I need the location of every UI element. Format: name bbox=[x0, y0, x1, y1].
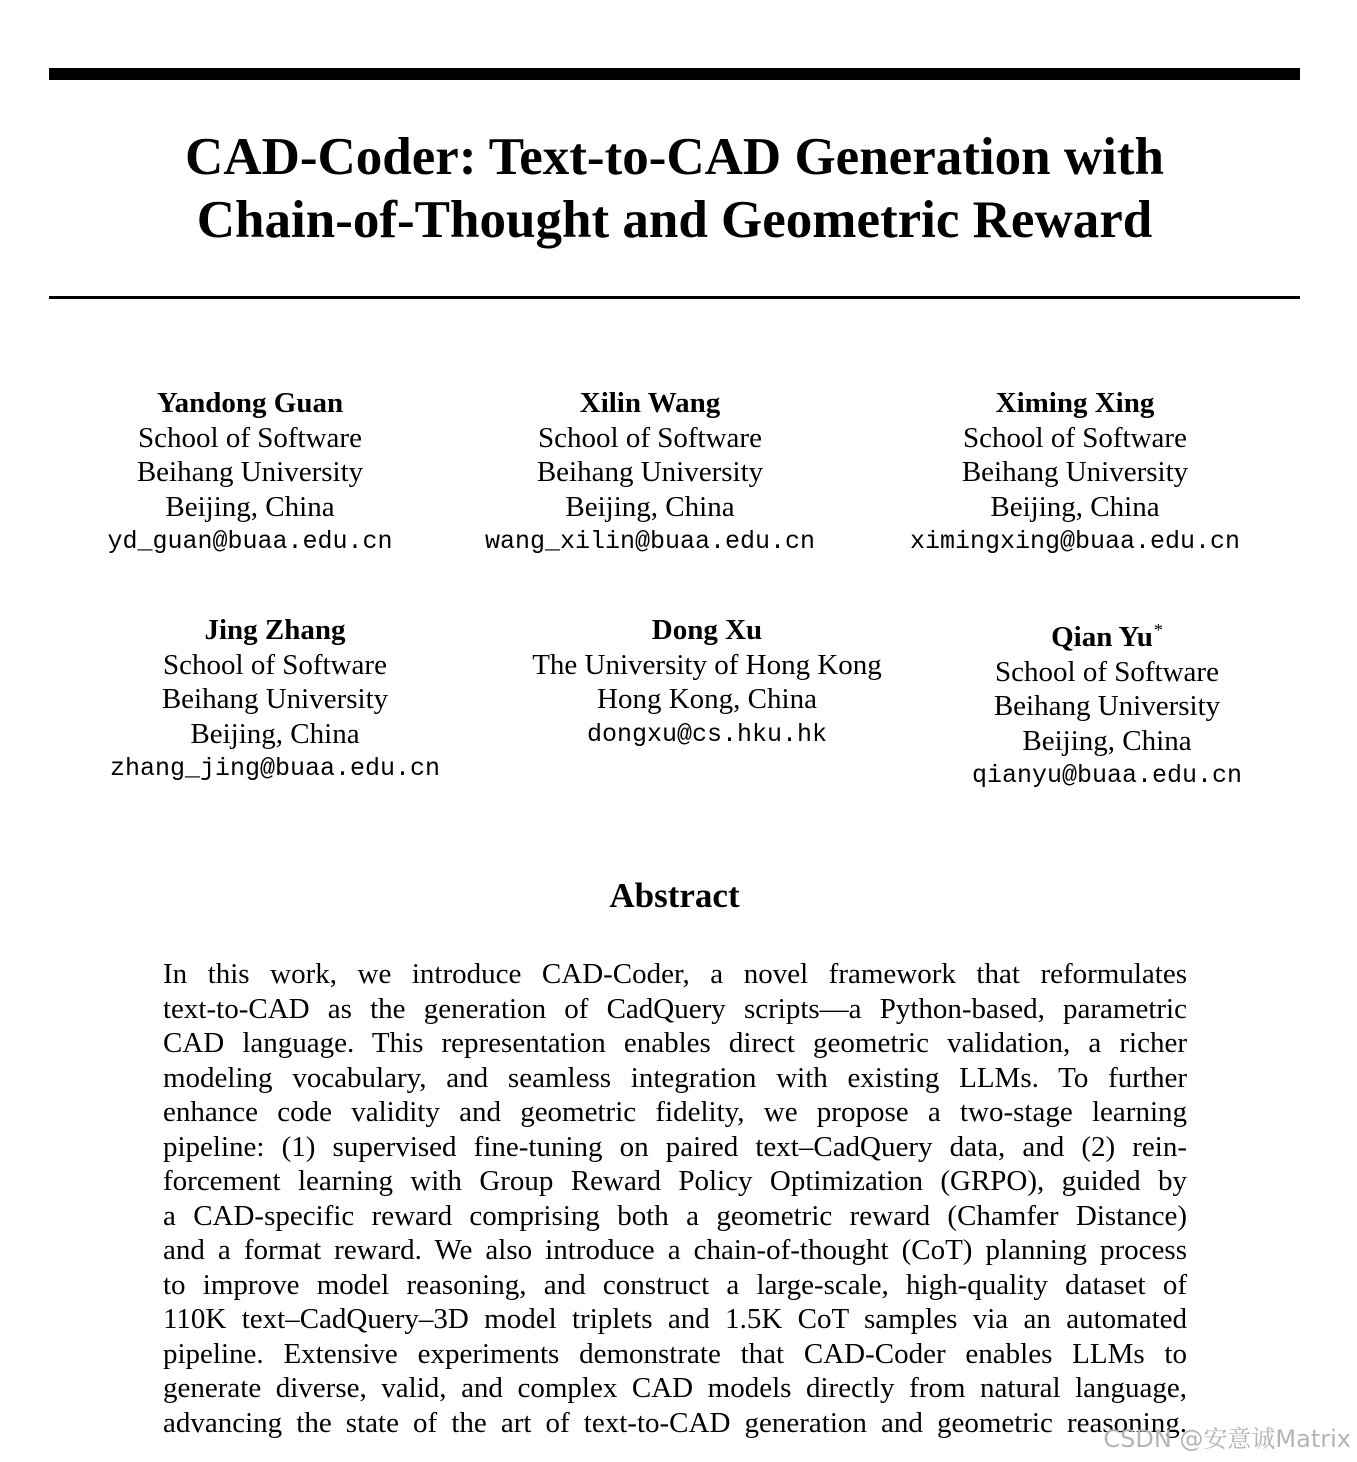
title-line-1: CAD-Coder: Text-to-CAD Generation with bbox=[185, 128, 1164, 186]
author-name bbox=[907, 613, 1307, 655]
author-affiliation: Beihang University bbox=[961, 456, 1189, 488]
abstract-line: text-to-CAD as the generation of CadQuery scripts—a Python-based, parametric bbox=[163, 992, 1187, 1025]
author-department: School of Software bbox=[995, 655, 1219, 688]
abstract-line: modeling vocabulary, and seamless integration with existing LLMs. To further bbox=[163, 1061, 1187, 1094]
abstract-heading: Abstract bbox=[609, 876, 740, 915]
author-block bbox=[50, 386, 450, 559]
author-name: Xilin Wang bbox=[579, 387, 721, 419]
watermark: CSDN @安意诚Matrix bbox=[1103, 1425, 1351, 1453]
author-email: dongxu@cs.hku.hk bbox=[586, 719, 828, 749]
abstract-line: pipeline: (1) supervised fine-tuning on paired text–CadQuery data, and (2) rein- bbox=[163, 1130, 1187, 1163]
author-affiliation: Beihang University bbox=[136, 456, 364, 488]
author-department: School of Software bbox=[538, 421, 762, 454]
bottom-rule bbox=[49, 296, 1300, 299]
title-line-2: Chain-of-Thought and Geometric Reward bbox=[196, 191, 1153, 249]
abstract-line: In this work, we introduce CAD-Coder, a novel framework that reformulates bbox=[163, 958, 1187, 990]
author-location: Beijing, China bbox=[165, 490, 335, 523]
author-name: Dong Xu bbox=[651, 614, 763, 646]
abstract-line: and a format reward. We also introduce a chain-of-thought (CoT) planning process bbox=[163, 1234, 1187, 1266]
author-name: Jing Zhang bbox=[204, 614, 346, 646]
paper-title bbox=[49, 126, 1300, 252]
author-location: Beijing, China bbox=[990, 490, 1160, 523]
author-name-text: Qian Yu bbox=[1051, 621, 1153, 653]
author-department: School of Software bbox=[138, 421, 362, 454]
author-block bbox=[75, 613, 475, 786]
author-block bbox=[875, 386, 1275, 559]
author-email: qianyu@buaa.edu.cn bbox=[971, 761, 1243, 790]
author-location: Hong Kong, China bbox=[597, 683, 817, 715]
abstract-line: 110K text–CadQuery–3D model triplets and 1.5K CoT samples via an automated bbox=[163, 1303, 1187, 1335]
author-location: Beijing, China bbox=[1022, 724, 1192, 757]
abstract-body bbox=[163, 957, 1187, 1440]
author-block bbox=[507, 613, 907, 752]
author-department: School of Software bbox=[163, 648, 387, 681]
abstract-line: pipeline. Extensive experiments demonstrate that CAD-Coder enables LLMs to bbox=[163, 1337, 1187, 1370]
author-email: zhang_jing@buaa.edu.cn bbox=[109, 754, 441, 783]
abstract-line: CAD language. This representation enables direct geometric validation, a richer bbox=[163, 1027, 1187, 1059]
abstract-line: advancing the state of the art of text-to-CAD generation and geometric reasoning. bbox=[163, 1406, 1187, 1439]
author-affiliation: Beihang University bbox=[993, 690, 1221, 722]
author-location: Beijing, China bbox=[190, 717, 360, 750]
corresponding-author-mark: * bbox=[1153, 620, 1163, 640]
author-affiliation: Beihang University bbox=[161, 683, 389, 715]
author-email: wang_xilin@buaa.edu.cn bbox=[484, 527, 816, 556]
abstract-line: to improve model reasoning, and construct a large-scale, high-quality dataset of bbox=[163, 1268, 1187, 1301]
author-email: ximingxing@buaa.edu.cn bbox=[909, 527, 1241, 556]
author-affiliation: The University of Hong Kong bbox=[532, 648, 882, 681]
top-rule bbox=[49, 68, 1300, 80]
author-affiliation: Beihang University bbox=[536, 456, 764, 488]
author-name: Ximing Xing bbox=[995, 387, 1155, 419]
author-name: Yandong Guan bbox=[156, 387, 344, 419]
abstract-line: a CAD-specific reward comprising both a geometric reward (Chamfer Distance) bbox=[163, 1199, 1187, 1232]
abstract-line: generate diverse, valid, and complex CAD models directly from natural language, bbox=[163, 1372, 1187, 1404]
author-block bbox=[450, 386, 850, 559]
author-email: yd_guan@buaa.edu.cn bbox=[107, 527, 393, 556]
author-department: School of Software bbox=[963, 421, 1187, 454]
abstract-line: forcement learning with Group Reward Policy Optimization (GRPO), guided by bbox=[163, 1165, 1187, 1197]
author-location: Beijing, China bbox=[565, 490, 735, 523]
abstract-line: enhance code validity and geometric fidelity, we propose a two-stage learning bbox=[163, 1096, 1187, 1128]
author-block bbox=[907, 613, 1307, 793]
